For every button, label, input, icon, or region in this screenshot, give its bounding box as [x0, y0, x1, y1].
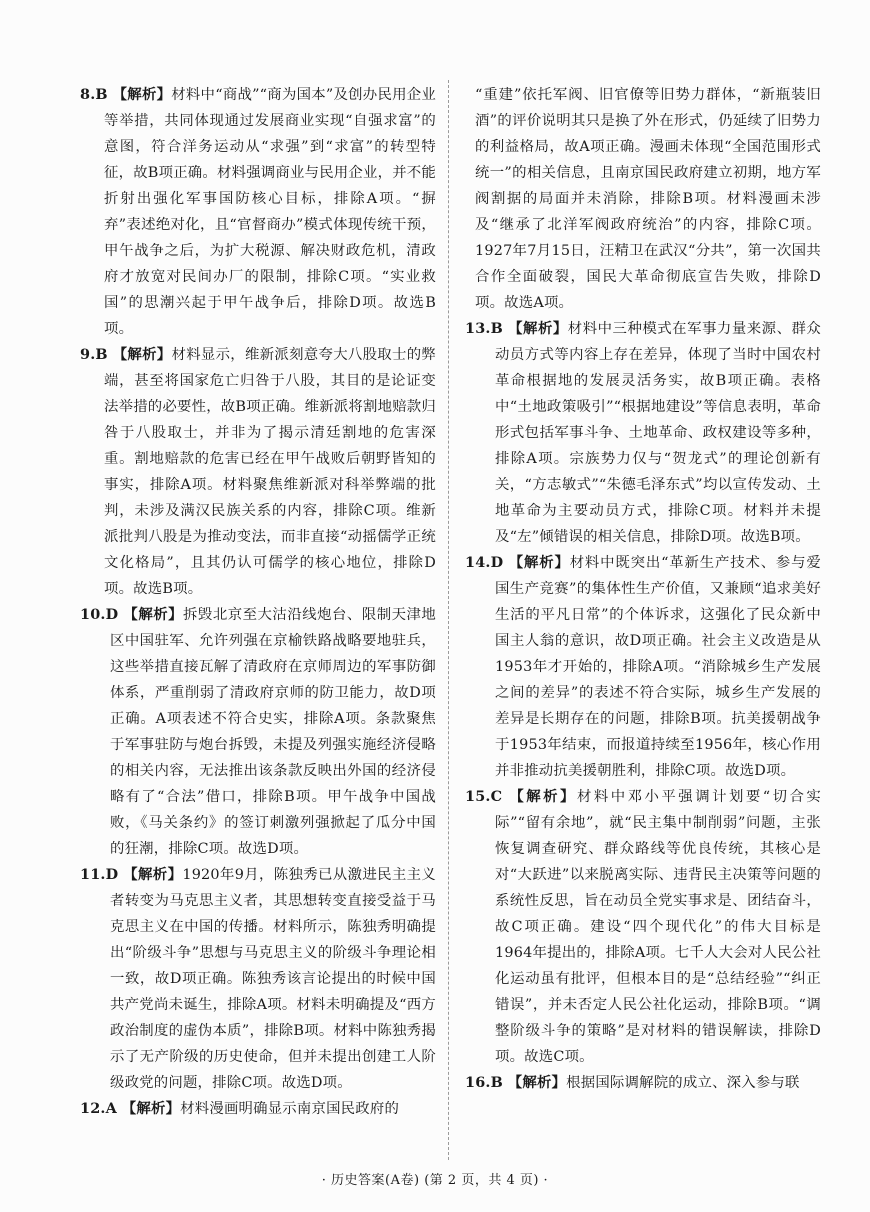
entry-number: 12.A: [80, 1100, 118, 1117]
analysis-tag: 【解析】: [508, 320, 568, 337]
answer-entry-9: [80, 342, 436, 602]
entry-text: 材料漫画明确显示南京国民政府的: [180, 1101, 400, 1117]
entry-text: 材料显示，维新派刻意夸大八股取士的弊端，甚至将国家危亡归咎于八股，其目的是论证变法举措的必要性，故B项正确。维新派将割地赔款归咎于八股取士，并非为了揭示清廷割地的危害深重。割地赔款的危害已经在甲午战败后朝野皆知的事实，排除A项。材料聚焦维新派对科举弊端的批判，未涉及满汉民族关系的内容，排除C项。维新派批判八股是为推动变法，而非直接“动摇儒学正统文化格局”，且其仍认可儒学的核心地位，排除D项。故选B项。: [104, 347, 436, 597]
entry-text: 根据国际调解院的成立、深入参与联: [566, 1075, 800, 1091]
analysis-tag: 【解析】: [123, 866, 183, 883]
entry-number: 11.D: [80, 866, 119, 883]
answer-entry-8: [80, 82, 436, 342]
analysis-tag: 【解析】: [508, 554, 570, 571]
entry-text: 1920年9月，陈独秀已从激进民主主义者转变为马克思主义者，其思想转变直接受益于马克思主义在中国的传播。材料所示，陈独秀明确提出“阶级斗争”思想与马克思主义的阶级斗争理论相一致，故D项正确。陈独秀该言论提出的时候中国共产党尚未诞生，排除A项。材料未明确提及“西方政治制度的虚伪本质”，排除B项。材料中陈独秀揭示了无产阶级的历史使命，但并未提出创建工人阶级政党的问题，排除C项。故选D项。: [110, 867, 436, 1091]
analysis-tag: 【解析】: [112, 86, 172, 103]
page-footer: · 历史答案(A卷) (第 2 页，共 4 页) ·: [321, 1173, 549, 1188]
entry-text: 材料中既突出“革新生产技术、参与爱国生产竞赛”的集体性生产价值，又兼顾“追求美好生活的平凡日常”的个体诉求，这强化了民众新中国主人翁的意识，故D项正确。社会主义改造是从1953年才开始的，排除A项。“消除城乡生产发展之间的差异”的表述不符合实际，城乡生产发展的差异是长期存在的问题，排除B项。抗美援朝战争于1953年结束，而报道持续至1956年，核心作用并非推动抗美援朝胜利，排除C项。故选D项。: [495, 555, 821, 779]
analysis-tag: 【解析】: [112, 346, 172, 363]
entry-text: 拆毁北京至大沽沿线炮台、限制天津地区中国驻军、允许列强在京榆铁路战略要地驻兵，这些举措直接瓦解了清政府在京师周边的军事防御体系，严重削弱了清政府京师的防卫能力，故D项正确。A项表述不符合史实，排除A项。条款聚焦于军事驻防与炮台拆毁，未提及列强实施经济侵略的相关内容，无法推出该条款反映出外国的经济侵略有了“合法”借口，排除B项。甲午战争中国战败，《马关条约》的签订刺激列强掀起了瓜分中国的狂潮，排除C项。故选D项。: [110, 607, 437, 857]
entry-text: 材料中三种模式在军事力量来源、群众动员方式等内容上存在差异，体现了当时中国农村革命根据地的发展灵活务实，故B项正确。表格中“土地政策吸引”“根据地建设”等信息表明，革命形式包括军事斗争、土地革命、政权建设等多种，排除A项。宗族势力仅与“贺龙式”的理论创新有关，“方志敏式”“朱德毛泽东式”均以宣传发动、土地革命为主要动员方式，排除C项。材料并未提及“左”倾错误的相关信息，排除D项。故选B项。: [495, 321, 822, 545]
entry-number: 13.B: [465, 320, 503, 337]
right-column: [465, 82, 821, 1096]
entry-number: 10.D: [80, 606, 119, 623]
entry-number: 15.C: [465, 788, 503, 805]
left-column: [80, 82, 436, 1122]
answer-entry-10: [80, 602, 436, 862]
analysis-tag: 【解析】: [507, 1074, 567, 1091]
entry-text: “重建”依托军阀、旧官僚等旧势力群体，“新瓶装旧酒”的评价说明其只是换了外在形式，仍延续了旧势力的利益格局，故A项正确。漫画未体现“全国范围形式统一”的相关信息，且南京国民政府建立初期，地方军阀割据的局面并未消除，排除B项。材料漫画未涉及“继承了北洋军阀政府统治”的内容，排除C项。1927年7月15日，汪精卫在武汉“分共”，第一次国共合作全面破裂，国民大革命彻底宣告失败，排除D项。故选A项。: [475, 87, 821, 311]
answer-entry-13: [465, 316, 821, 550]
entry-number: 8.B: [80, 86, 108, 103]
answer-entry-12: [80, 1096, 436, 1122]
entry-text: 材料中“商战”“商为国本”及创办民用企业等举措，共同体现通过发展商业实现“自强求富”的意图，符合洋务运动从“求强”到“求富”的转型特征，故B项正确。材料强调商业与民用企业，并不能折射出强化军事国防核心目标，排除A项。“摒弃”表述绝对化，且“官督商办”模式体现传统干预，甲午战争之后，为扩大税源、解决财政危机，清政府才放宽对民间办厂的限制，排除C项。“实业救国”的思潮兴起于甲午战争后，排除D项。故选B项。: [104, 87, 436, 337]
entry-number: 16.B: [465, 1074, 503, 1091]
entry-number: 14.D: [465, 554, 504, 571]
answer-entry-12-continued: [465, 82, 821, 316]
answer-entry-11: [80, 862, 436, 1096]
entry-text: 材料中邓小平强调计划要“切合实际”“留有余地”，就“民主集中制削弱”问题，主张恢复调查研究、群众路线等优良传统，其核心是对“大跃进”以来脱离实际、违背民主决策等问题的系统性反思，旨在动员全党实事求是、团结奋斗，故C项正确。建设“四个现代化”的伟大目标是1964年提出的，排除A项。七千人大会对人民公社化运动虽有批评，但根本目的是“总结经验”“纠正错误”，并未否定人民公社化运动，排除B项。“调整阶级斗争的策略”是对材料的错误解读，排除D项。故选C项。: [495, 789, 821, 1065]
answer-entry-16: [465, 1070, 821, 1096]
analysis-tag: 【解析】: [121, 1100, 181, 1117]
entry-number: 9.B: [80, 346, 108, 363]
analysis-tag: 【解析】: [123, 606, 184, 623]
answer-entry-14: [465, 550, 821, 784]
analysis-tag: 【解析】: [509, 788, 577, 805]
column-divider: [448, 80, 450, 1160]
answer-entry-15: [465, 784, 821, 1070]
